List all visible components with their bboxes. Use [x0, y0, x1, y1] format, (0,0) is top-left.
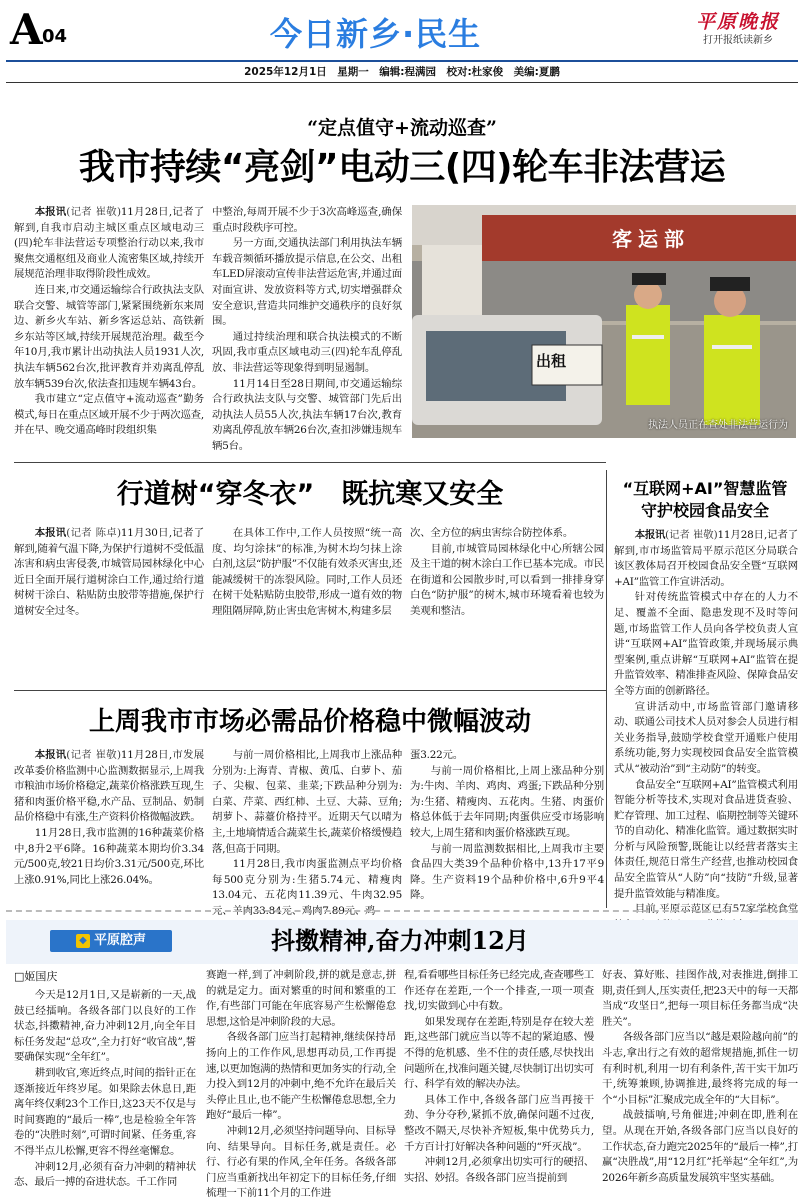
story3-column-1	[14, 748, 204, 898]
story2-paragraph: 11月30日,记者了解到,随着气温下降,为保护行道树不受低温冻害和病虫害侵袭,市城管局园林绿化中心近日全面开展行道树涂白工作,通过给行道树树干涂白、粘贴防虫胶带等措施,保护行道树安全过冬。	[14, 527, 204, 617]
column-paragraph: 冲刺12月,必须拿出切实可行的硬招、实招、妙招。各级各部门应当提前到	[404, 1156, 594, 1184]
column-col-1	[14, 988, 196, 1196]
story2-column-3	[410, 526, 604, 636]
story1-paragraph: 另一方面,交通执法部门利用执法车辆车载音频循环播放提示信息,在公交、出租车LED屏滚动宣传非法营运危害,并通过面对面宣讲、发放资料等方式,切实增强群众安全意识,营造共同维护交通秩序的良好氛围。	[212, 237, 402, 328]
photo-sign-text: 客运部	[612, 227, 690, 251]
story1-paragraph: 连日来,市交通运输综合行政执法支队联合交警、城管等部门,紧紧围绕新东来周边、新乡火车站、新乡客运总站、高铁新乡东站等区域,持续开展规范治理。截至今年10月,我市累计出动执法人员1931人次,执法车辆562台次,批评教育并劝离乱停乱放车辆539台次,依法查扣违规车辆43台。	[14, 283, 204, 390]
story3-paragraph: 蛋3.22元。	[410, 749, 463, 761]
paper-name: 平原晚报	[695, 11, 780, 33]
story4-byline: (记者 崔敬)	[665, 529, 718, 541]
photo-caption: 执法人员正在查处非法营运行为	[648, 420, 788, 431]
column-paragraph: 各级各部门应当以“越是艰险越向前”的斗志,拿出行之有效的超常规措施,抓住一切有利时机,利用一切有利条件,苦干实干加巧干,统筹兼顾,协调推进,最终将完成的每一个“小目标”汇聚成完成全年的“大目标”。	[602, 1031, 798, 1106]
column-paragraph: 各级各部门应当打起精神,继续保持昂扬向上的工作作风,思想再动员,工作再提速,以更加饱满的热情和更加务实的行动,全力投入到12月的冲刺中,绝不允许在最后关头停止且止,也不能产生松懈倦怠思想,全力跑好“最后一棒”。	[206, 1031, 396, 1122]
story1-column-2	[212, 205, 402, 453]
story2-column-1	[14, 526, 204, 636]
story2-lead: 本报讯	[34, 527, 67, 539]
column-paragraph: 冲刺12月,必须坚持问题导向、目标导向、结果导向。目标任务,就是责任。必行、行必有果的作风,全年任务。各级各部门应当重新找出年初定下的目标任务,仔细梳理一下前11个月的工作进	[206, 1124, 396, 1200]
story1-kicker: “定点值守+流动巡查”	[307, 117, 497, 139]
story1-byline: (记者 崔敬)	[66, 206, 121, 218]
column-headline: 抖擞精神,奋力冲刺12月	[271, 926, 529, 955]
column-paragraph: 具体工作中,各级各部门应当再接干劲、争分夺秒,紧抓不放,确保问题不过夜,整改不隔天,尽快补齐短板,集中优势兵力,千方百计打好解决各种问题的“歼灭战”。	[404, 1093, 594, 1153]
column-paragraph: 赛跑一样,到了冲刺阶段,拼的就是意志,拼的就是定力。面对繁重的时间和繁重的工作,有些部门可能在年底容易产生松懈倦怠思想,这恰是冲刺阶段的大忌。	[206, 969, 396, 1028]
story2-divider	[14, 690, 606, 691]
story1-column-1	[14, 205, 204, 453]
story3-paragraph: 11月28日,我市监测的16种蔬菜价格中,8升2平6降。16种蔬菜本期均价3.34元/500克,较21日均价3.31元/500克,环比上涨0.91%,同比上涨26.04%。	[14, 826, 204, 886]
story1-paragraph: 11月28日,记者了解到,自我市启动主城区重点区域电动三(四)轮车非法营运专项整治行动以来,我市聚焦交通枢纽及商业人流密集区域,持续开展规范治理非取得阶段性成效。	[14, 206, 204, 281]
story2-paragraph: 次、全方位的病虫害综合防控体系。	[410, 527, 574, 539]
story4-headline-line1: “互联网+AI”智慧监管	[622, 479, 788, 498]
column-paragraph: 耕到收官,寒近终点,时间的指针正在逐渐接近年终岁尾。如果除去休息日,距离年终仅剩23个工作日,这23天不仅是与时间赛跑的“最后一棒”,也是检验全年答卷的“决胜时刻”,可谓时间紧、任务重,容不得半点儿松懈,更容不得丝毫懈怠。	[14, 1066, 196, 1157]
photo-tag-text: 出租	[536, 352, 567, 370]
story1-lead: 本报讯	[34, 206, 67, 218]
story3-column-3	[410, 748, 604, 902]
story4-lead: 本报讯	[634, 529, 666, 541]
column-paragraph: 程,看看哪些目标任务已经完成,查查哪些工作还存在差距,一个一个排查,一项一项查找,切实做到心中有数。	[404, 969, 594, 1013]
column-tag-icon: ◆	[76, 934, 90, 948]
paper-tagline: 打开报纸读新乡	[703, 35, 773, 46]
story2-headline: 行道树“穿冬衣” 既抗寒又安全	[116, 479, 504, 510]
section-dashed-divider	[6, 910, 798, 912]
story3-lead: 本报讯	[34, 749, 67, 761]
column-paragraph: 今天是12月1日,又是崭新的一天,战鼓已经擂响。各级各部门以良好的工作状态,抖擞精神,奋力冲刺12月,向全年目标任务发起“总攻”,全力打好“收官战”,誓要确保实现“全年红”。	[14, 989, 196, 1064]
story1-paragraph: 通过持续治理和联合执法模式的不断巩固,我市重点区域电动三(四)轮车乱停乱放、非法营运等现象得到明显遏制。	[212, 330, 402, 374]
story1-paragraph: 11月14日至28日期间,市交通运输综合行政执法支队与交警、城管部门先后出动执法人员55人次,执法车辆17台次,教育劝离乱停乱放车辆26台次,查扣涉嫌违规车辆5台。	[212, 377, 402, 452]
right-column-separator	[606, 470, 607, 908]
dateline-rule	[6, 82, 798, 83]
story3-headline: 上周我市市场必需品价格稳中微幅波动	[88, 707, 531, 737]
story4-paragraph: 针对传统监管模式中存在的人力不足、覆盖不全面、隐患发现不及时等问题,市场监管工作人员向各学校负责人宣讲“互联网+AI”监管政策,并现场展示典型案例,重点讲解“互联网+AI”监管在提升监管效率、精准排查风险、保障食品安全等方面的创新路径。	[614, 591, 798, 697]
story1-paragraph: 我市建立“定点值守+流动巡查”勤务模式,每日在重点区域开展不少于两次巡查,并在早、晚交通高峰时段组织集	[14, 393, 204, 437]
story4-paragraph: 食品安全“互联网+AI”监管模式利用智能分析等技术,实现对食品进货查验、贮存管理、加工过程、临期控制等关键环节的自动化、精准化监管。通过数据实时分析与风险预警,既能让以经营者落实主体责任,规范日常生产经营,也推动校园食品安全监管从“人防”向“技防”升级,显著提升监管效能与精准度。	[614, 778, 798, 900]
section-title: 今日新乡·民生	[270, 15, 482, 53]
story2-paragraph: 在具体工作中,工作人员按照“统一高度、均匀涂抹”的标准,为树木均匀抹上涂白剂,这层“防护服”不仅能有效杀灭害虫,还能减缓树干的冻裂风险。同时,工作人员还在树干处粘贴防虫胶带,形成一道有效的物理阻隔屏障,防止害虫危害树木,构建多层	[212, 527, 402, 617]
story4-paragraph: 目前,平原示范区已有57家学校食堂	[634, 903, 798, 916]
story3-paragraph: 与前一周价格相比,上周上涨品种分别为:牛肉、羊肉、鸡肉、鸡蛋;下跌品种分别为:生猪、精瘦肉、五花肉。生猪、肉蛋价格总体低于去年同期;肉蛋供应受市场影响较大,上周生猪和肉蛋价格涨跌互现。	[410, 764, 604, 839]
column-paragraph: 冲刺12月,必须有奋力冲刺的精神状态、最后一搏的奋进状态。千工作同	[14, 1160, 196, 1189]
column-author: □姬国庆	[14, 970, 58, 983]
story4-paragraph: 11月28日,记者了解到,市市场监管局平原示范区分局联合该区教体局召开校园食品安全暨“互联网+AI”监管工作宣讲活动。	[614, 529, 798, 588]
enforcement-photo-illustration	[412, 205, 796, 438]
story2-column-2	[212, 526, 402, 636]
story2-byline: (记者 陈卓)	[66, 527, 121, 539]
story1-headline: 我市持续“亮剑”电动三(四)轮车非法营运	[78, 147, 726, 188]
story1-photo	[412, 205, 796, 438]
story3-paragraph: 与前一周价格相比,上周我市上涨品种分别为:上海青、青椒、黄瓜、白萝卜、茄子、尖椒、包菜、韭菜;下跌品种分别为:白菜、芹菜、西红柿、土豆、大蒜、豆角;胡萝卜、蒜薹价格持平。近期天气以晴为主,土地墒情适合蔬菜生长,蔬菜价格缓慢趋落,但高于同期。	[212, 749, 402, 855]
column-col-4	[602, 968, 798, 1196]
paper-logo	[680, 10, 796, 58]
story3-byline: (记者 崔敬)	[66, 749, 121, 761]
column-tag: 平原腔声	[93, 933, 146, 948]
story4-paragraph: 宣讲活动中,市场监管部门邀请移动、联通公司技术人员对参会人员进行相关业务指导,鼓励学校食堂开通账户使用系统功能,努力实现校园食品安全监管模式从“被动治”到“主动防”的转变。	[614, 700, 798, 775]
column-tag-box	[50, 930, 172, 952]
dateline: 2025年12月1日 星期一 编辑:程满园 校对:杜家俊 美编:夏鹏	[244, 66, 560, 78]
story4-body	[614, 528, 798, 916]
column-col-3	[404, 968, 594, 1196]
column-paragraph: 战鼓擂响,号角催进;冲刺在即,胜利在望。从现在开始,各级各部门应当以良好的工作状态,奋力跑完2025年的“最后一棒”,打赢“决胜战”,用“12月红”托举起“全年红”,为2026年新乡高质量发展筑牢坚实基础。	[602, 1109, 798, 1184]
column-paragraph: 如果发现存在差距,特别是存在较大差距,这些部门就应当以等不起的紧迫感、慢不得的危机感、坐不住的责任感,尽快找出问题所在,找准问题关键,尽快制订出切实可行、科学有效的解决办法。	[404, 1015, 594, 1091]
page-number: 04	[42, 26, 68, 47]
story3-column-2	[212, 748, 402, 917]
page-letter: A	[10, 5, 43, 54]
masthead-rule	[6, 60, 798, 62]
story3-paragraph: 11月28日,市发展改革委价格监测中心监测数据显示,上周我市粮油市场价格稳定,蔬菜价格涨跌互现,生猪和肉蛋价格平稳,水产品、豆制品、奶制品价格稳中有涨,生产资料价格微幅波跌。	[14, 749, 204, 824]
column-paragraph: 好表、算好账、挂图作战,对表推进,倒排工期,责任到人,压实责任,把23天中的每一天都当成“攻坚日”,把每一项目标任务都当成“决胜关”。	[602, 969, 798, 1028]
column-col-2	[206, 968, 396, 1200]
story4-headline-line2: 守护校园食品安全	[640, 501, 769, 520]
story1-divider	[14, 462, 606, 463]
story3-paragraph: 11月28日,我市肉蛋监测点平均价格每500克分别为:生猪5.74元、精瘦肉13.04元、五花肉11.39元、牛肉32.95元、羊肉33.84元、鸡肉7.89元、鸡	[212, 858, 402, 917]
story1-paragraph: 中整治,每周开展不少于3次高峰巡查,确保重点时段秩序可控。	[212, 206, 402, 234]
story2-paragraph: 目前,市城管局园林绿化中心所辖公园及主干道的树木涂白工作已基本完成。市民在街道和公园散步时,可以看到一排排身穿白色“防护服”的树木,城市环境看着也较为美观和整洁。	[410, 542, 604, 617]
story3-paragraph: 与前一周监测数据相比,上周我市主要食品四大类39个品种价格中,13升17平9降。生产资料19个品种价格中,6升9平4降。	[410, 842, 604, 902]
